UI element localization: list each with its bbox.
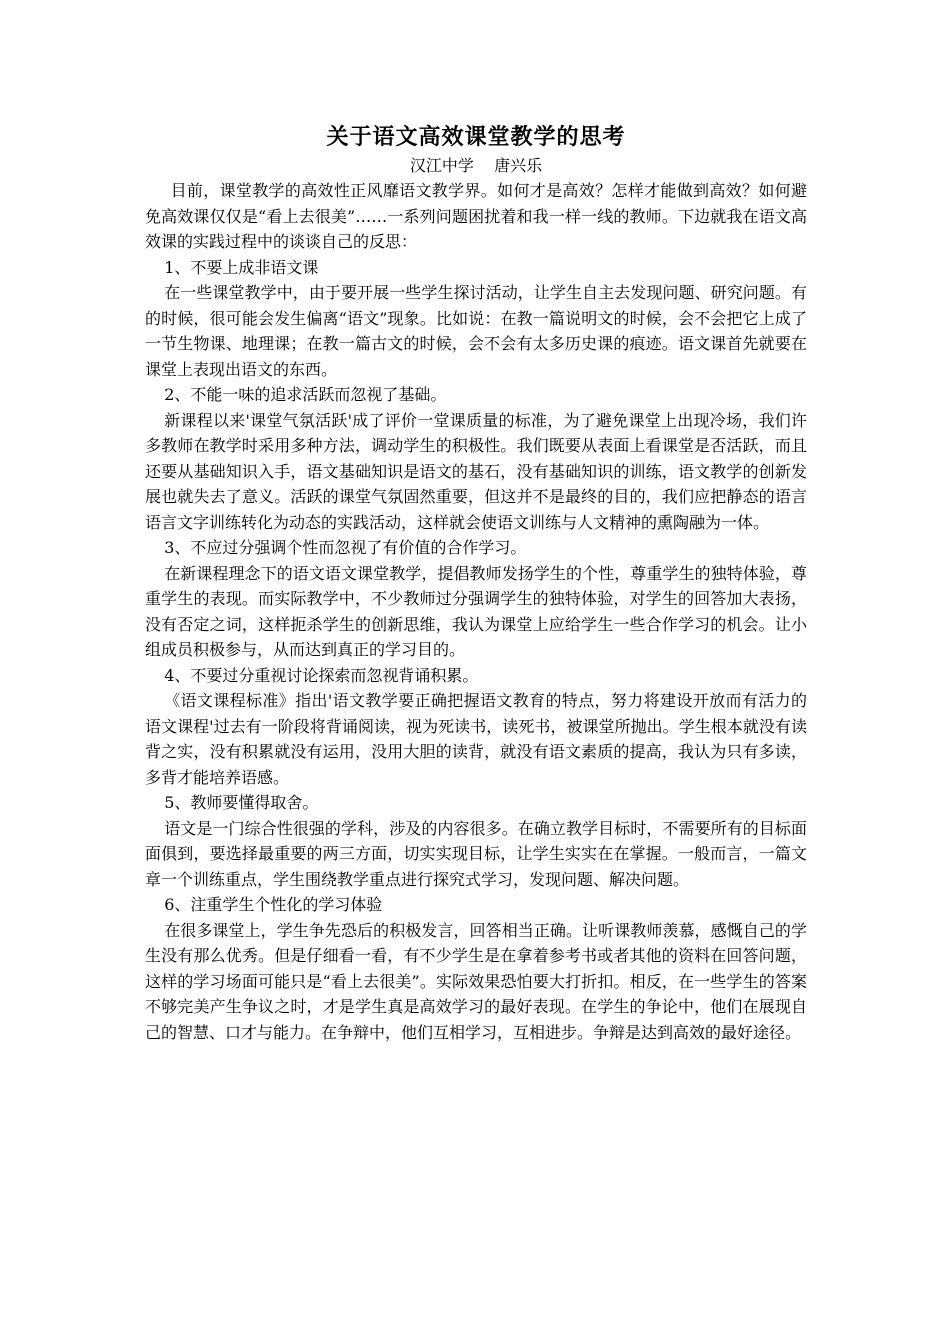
section-body-3: 在新课程理念下的语文语文课堂教学，提倡教师发扬学生的个性，尊重学生的独特体验，尊重学生的表现。而实际教学中，不少教师过分强调学生的独特体验，对学生的回答加大表扬，没有否定之词，这样扼杀学生的创新思维，我认为课堂上应给学生一些合作学习的机会。让小组成员积极参与，从而达到真正的学习目的。 bbox=[145, 563, 807, 659]
section-body-6: 在很多课堂上，学生争先恐后的积极发言，回答相当正确。让听课教师羡慕，感慨自己的学生没有那么优秀。但是仔细看一看，有不少学生是在拿着参考书或者其他的资料在回答问题，这样的学习场面可能只是“看上去很美”。实际效果恐怕要大打折扣。相反，在一些学生的答案不够完美产生争议之时，才是学生真是高效学习的最好表现。在学生的争论中，他们在展现自己的智慧、口才与能力。在争辩中，他们互相学习，互相进步。争辩是达到高效的最好途径。 bbox=[145, 920, 807, 1042]
section-heading-1: 1、不要上成非语文课 bbox=[164, 257, 319, 277]
section-heading-5: 5、教师要懂得取舍。 bbox=[164, 793, 319, 812]
section-heading-3: 3、不应过分强调个性而忽视了有价值的合作学习。 bbox=[164, 538, 527, 557]
section-body-1: 在一些课堂教学中，由于要开展一些学生探讨活动，让学生自主去发现问题、研究问题。有的时候，很可能会发生偏离“语文”现象。比如说：在教一篇说明文的时候，会不会把它上成了一节生物课、地理课；在教一篇古文的时候，会不会有太多历史课的痕迹。语文课首先就要在课堂上表现出语文的东西。 bbox=[145, 283, 807, 379]
intro-paragraph: 目前，课堂教学的高效性正风靡语文教学界。如何才是高效？怎样才能做到高效？如何避免高效课仅仅是“看上去很美”……一系列问题困扰着和我一样一线的教师。下边就我在语文高效课的实践过程中的谈谈自己的反思： bbox=[145, 181, 807, 251]
section-heading-4: 4、不要过分重视讨论探索而忽视背诵积累。 bbox=[164, 665, 479, 685]
section-heading-6: 6、注重学生个性化的学习体验 bbox=[164, 895, 383, 914]
section-body-5: 语文是一门综合性很强的学科，涉及的内容很多。在确立教学目标时，不需要所有的目标面面俱到，要选择最重要的两三方面，切实实现目标，让学生实实在在掌握。一般而言，一篇文章一个训练重点，学生围绕教学重点进行探究式学习，发现问题、解决问题。 bbox=[145, 818, 807, 889]
section-body-2: 新课程以来'课堂气氛活跃'成了评价一堂课质量的标准，为了避免课堂上出现冷场，我们许多教师在教学时采用多种方法，调动学生的积极性。我们既要从表面上看课堂是否活跃，而且还要从基础知识入手，语文基础知识是语文的基石，没有基础知识的训练，语文教学的创新发展也就失去了意义。活跃的课堂气氛固然重要，但这并不是最终的目的，我们应把静态的语言语言文字训练转化为动态的实践活动，这样就会使语文训练与人文精神的熏陶融为一体。 bbox=[145, 410, 807, 532]
document-page bbox=[145, 120, 807, 1045]
document-author: 汉江中学 唐兴乐 bbox=[409, 156, 543, 175]
section-body-4: 《语文课程标准》指出'语文教学要正确把握语文教育的特点，努力将建设开放而有活力的语文课程'过去有一阶段将背诵阅读，视为死读书，读死书，被课堂所抛出。学生根本就没有读背之实，没有积累就没有运用，没用大胆的读背，就没有语文素质的提高，我认为只有多读，多背才能培养语感。 bbox=[145, 691, 807, 787]
section-heading-2: 2、不能一味的追求活跃而忽视了基础。 bbox=[164, 385, 447, 404]
document-title: 关于语文高效课堂教学的思考 bbox=[326, 124, 626, 150]
